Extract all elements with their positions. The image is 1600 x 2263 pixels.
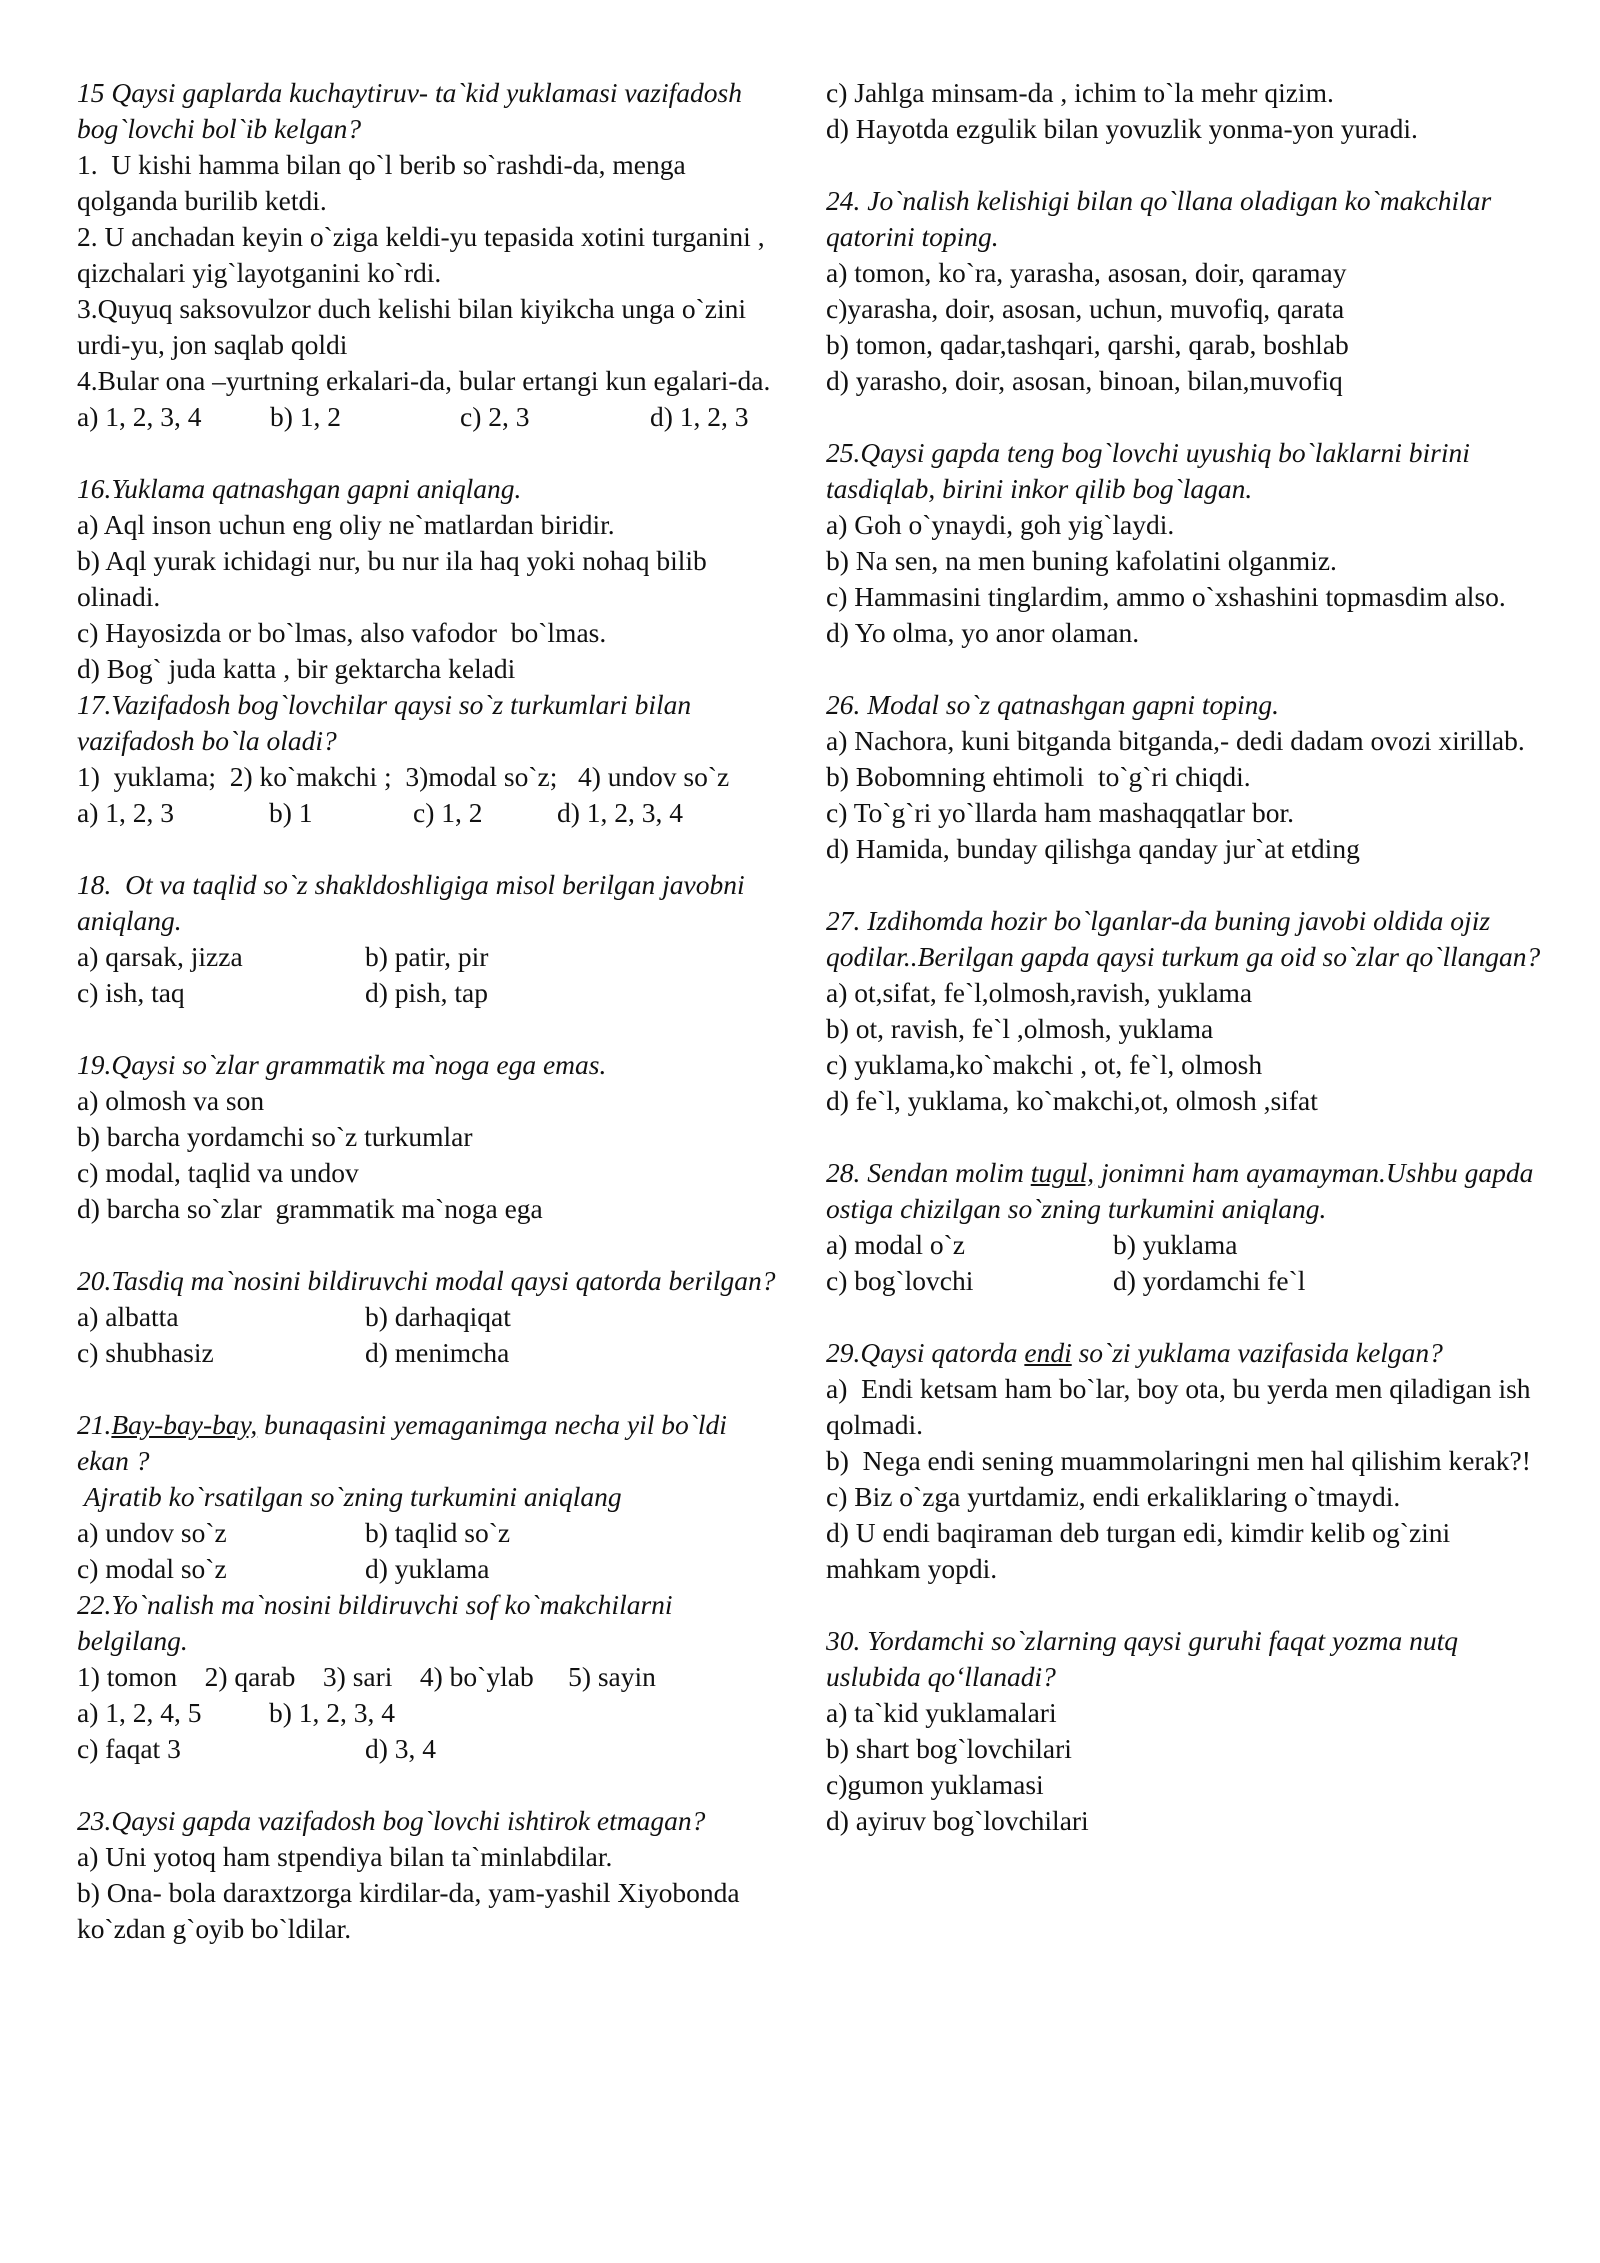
answer-option: a) Goh o`ynaydi, goh yig`laydi. — [826, 509, 1175, 540]
question-17 — [77, 687, 777, 831]
answer-option: d) Hamida, bunday qilishga qanday jur`at etding — [826, 833, 1360, 864]
underlined-word: endi — [1024, 1337, 1072, 1368]
answer-option: d) Bog` juda katta , bir gektarcha keladi — [77, 653, 516, 684]
answer-option: a) undov so`z — [77, 1517, 227, 1548]
answer-option: a) 1, 2, 3, 4 — [77, 401, 202, 432]
answer-option: d) Yo olma, yo anor olaman. — [826, 617, 1140, 648]
answer-option: c) To`g`ri yo`llarda ham mashaqqatlar bor. — [826, 797, 1294, 828]
question-21 — [77, 1407, 777, 1587]
answer-option: c) Hammasini tinglardim, ammo o`xshashini topmasdim also. — [826, 581, 1506, 612]
answer-option: d) Hayotda ezgulik bilan yovuzlik yonma-yon yuradi. — [826, 113, 1418, 144]
left-column — [77, 75, 777, 1947]
right-column — [826, 75, 1541, 1839]
question-18 — [77, 867, 777, 1011]
question-title: 16.Yuklama qatnashgan gapni aniqlang. — [77, 473, 522, 504]
answer-option: d) yuklama — [365, 1553, 490, 1584]
answer-option: b) ot, ravish, fe`l ,olmosh, yuklama — [826, 1013, 1214, 1044]
question-title: 18. Ot va taqlid so`z shakldoshligiga misol berilgan javobni aniqlang. — [77, 869, 752, 936]
underlined-word: Bay-bay-bay, — [111, 1409, 258, 1440]
answer-option: a) tomon, ko`ra, yarasha, asosan, doir, qaramay — [826, 257, 1347, 288]
answer-option: d) fe`l, yuklama, ko`makchi,ot, olmosh ,sifat — [826, 1085, 1318, 1116]
title-prefix: 29.Qaysi qatorda — [826, 1337, 1025, 1368]
statement: 2. U anchadan keyin o`ziga keldi-yu tepasida xotini turganini , qizchalari yig`layotganini ko`rdi. — [77, 221, 772, 288]
answer-option: b) 1 — [269, 797, 313, 828]
answer-row — [826, 1263, 1541, 1299]
answer-option: d) yarasho, doir, asosan, binoan, bilan,muvofiq — [826, 365, 1343, 396]
question-subtitle: Ajratib ko`rsatilgan so`zning turkumini aniqlang — [77, 1481, 622, 1512]
question-title: 24. Jo`nalish kelishigi bilan qo`llana oladigan ko`makchilar qatorini toping. — [826, 185, 1499, 252]
answer-option: b) 1, 2, 3, 4 — [269, 1697, 396, 1728]
answer-option: c)yarasha, doir, asosan, uchun, muvofiq, qarata — [826, 293, 1345, 324]
answer-option: c) Jahlga minsam-da , ichim to`la mehr qizim. — [826, 77, 1334, 108]
answer-option: a) ta`kid yuklamalari — [826, 1697, 1057, 1728]
question-28 — [826, 1155, 1541, 1299]
answer-option: b) Na sen, na men buning kafolatini olganmiz. — [826, 545, 1337, 576]
answer-option: b) shart bog`lovchilari — [826, 1733, 1072, 1764]
question-22 — [77, 1587, 777, 1767]
answer-option: b) taqlid so`z — [365, 1517, 511, 1548]
answer-option: a) Nachora, kuni bitganda bitganda,- dedi dadam ovozi xirillab. — [826, 725, 1525, 756]
title-rest: so`zi yuklama vazifasida kelgan? — [1071, 1337, 1443, 1368]
answer-row — [77, 939, 777, 975]
question-23-continued — [826, 75, 1541, 147]
question-23 — [77, 1803, 777, 1947]
answer-option: d) barcha so`zlar grammatik ma`noga ega — [77, 1193, 543, 1224]
statement: 1. U kishi hamma bilan qo`l berib so`rashdi-da, menga qolganda burilib ketdi. — [77, 149, 693, 216]
answer-row — [77, 1731, 777, 1767]
answer-option: c) 2, 3 — [460, 401, 530, 432]
answer-option: b) Bobomning ehtimoli to`g`ri chiqdi. — [826, 761, 1251, 792]
answer-row — [77, 1299, 777, 1335]
answer-option: a) Endi ketsam ham bo`lar, boy ota, bu yerda men qiladigan ish qolmadi. — [826, 1373, 1538, 1440]
answer-option: a) albatta — [77, 1301, 179, 1332]
answer-option: b) yuklama — [1113, 1229, 1238, 1260]
question-title: 26. Modal so`z qatnashgan gapni toping. — [826, 689, 1279, 720]
answer-option: a) olmosh va son — [77, 1085, 265, 1116]
question-title: 22.Yo`nalish ma`nosini bildiruvchi sof ko`makchilarni belgilang. — [77, 1589, 680, 1656]
answer-option: a) qarsak, jizza — [77, 941, 243, 972]
answer-option: c) modal so`z — [77, 1553, 227, 1584]
answer-option: b) patir, pir — [365, 941, 489, 972]
answer-option: d) 1, 2, 3 — [650, 401, 749, 432]
question-26 — [826, 687, 1541, 867]
answer-option: c) modal, taqlid va undov — [77, 1157, 359, 1188]
answer-option: b) barcha yordamchi so`z turkumlar — [77, 1121, 473, 1152]
statement: 1) tomon 2) qarab 3) sari 4) bo`ylab 5) sayin — [77, 1661, 656, 1692]
statement: 4.Bular ona –yurtning erkalari-da, bular ertangi kun egalari-da. — [77, 365, 771, 396]
answer-option: d) menimcha — [365, 1337, 510, 1368]
answer-row — [77, 1515, 777, 1551]
question-title: 23.Qaysi gapda vazifadosh bog`lovchi ishtirok etmagan? — [77, 1805, 706, 1836]
question-title: 17.Vazifadosh bog`lovchilar qaysi so`z turkumlari bilan vazifadosh bo`la oladi? — [77, 689, 699, 756]
answer-row — [77, 1695, 777, 1731]
question-15 — [77, 75, 777, 435]
answer-option: a) 1, 2, 4, 5 — [77, 1697, 202, 1728]
question-title: 15 Qaysi gaplarda kuchaytiruv- ta`kid yuklamasi vazifadosh bog`lovchi bol`ib kelgan? — [77, 77, 749, 144]
answer-option: c)gumon yuklamasi — [826, 1769, 1044, 1800]
question-title — [77, 1407, 777, 1479]
answer-option: c) shubhasiz — [77, 1337, 214, 1368]
answer-row — [77, 1335, 777, 1371]
answer-option: d) 1, 2, 3, 4 — [557, 797, 684, 828]
question-title: 30. Yordamchi so`zlarning qaysi guruhi faqat yozma nutq uslubida qo‘llanadi? — [826, 1625, 1465, 1692]
answer-row — [826, 1227, 1541, 1263]
question-title: 25.Qaysi gapda teng bog`lovchi uyushiq bo`laklarni birini tasdiqlab, birini inkor qilib bog`lagan. — [826, 437, 1477, 504]
answer-option: d) pish, tap — [365, 977, 488, 1008]
answer-row — [77, 975, 777, 1011]
question-title — [826, 1335, 1541, 1371]
answer-option: d) U endi baqiraman deb turgan edi, kimdir kelib og`zini mahkam yopdi. — [826, 1517, 1458, 1584]
answer-option: c) 1, 2 — [413, 797, 483, 828]
question-title: 20.Tasdiq ma`nosini bildiruvchi modal qaysi qatorda berilgan? — [77, 1265, 776, 1296]
answer-option: d) yordamchi fe`l — [1113, 1265, 1306, 1296]
question-30 — [826, 1623, 1541, 1839]
answer-option: a) ot,sifat, fe`l,olmosh,ravish, yuklama — [826, 977, 1253, 1008]
answer-option: b) darhaqiqat — [365, 1301, 511, 1332]
title-prefix: 28. Sendan molim — [826, 1157, 1031, 1188]
answer-option: b) Ona- bola daraxtzorga kirdilar-da, yam-yashil Xiyobonda ko`zdan g`oyib bo`ldilar. — [77, 1877, 747, 1944]
answer-option: b) 1, 2 — [270, 401, 342, 432]
question-27 — [826, 903, 1541, 1119]
title-prefix: 21. — [77, 1409, 112, 1440]
answer-option: d) ayiruv bog`lovchilari — [826, 1805, 1089, 1836]
answer-option: a) Uni yotoq ham stpendiya bilan ta`minlabdilar. — [77, 1841, 613, 1872]
answer-option: a) modal o`z — [826, 1229, 965, 1260]
answer-option: a) 1, 2, 3 — [77, 797, 174, 828]
answer-option: b) Nega endi sening muammolaringni men hal qilishim kerak?! — [826, 1445, 1531, 1476]
answer-option: b) tomon, qadar,tashqari, qarshi, qarab, boshlab — [826, 329, 1349, 360]
answer-option: c) bog`lovchi — [826, 1265, 974, 1296]
question-24 — [826, 183, 1541, 399]
answer-option: d) 3, 4 — [365, 1733, 437, 1764]
answer-option: a) Aql inson uchun eng oliy ne`matlardan biridir. — [77, 509, 615, 540]
answer-option: c) faqat 3 — [77, 1733, 181, 1764]
question-16 — [77, 471, 777, 687]
question-title: 27. Izdihomda hozir bo`lganlar-da buning javobi oldida ojiz qodilar..Berilgan gapda qaysi turkum ga oid so`zlar qo`llangan? — [826, 905, 1541, 972]
question-20 — [77, 1263, 777, 1371]
answer-option: b) Aql yurak ichidagi nur, bu nur ila haq yoki nohaq bilib olinadi. — [77, 545, 714, 612]
answer-row — [77, 1551, 777, 1587]
question-29 — [826, 1335, 1541, 1587]
title-rest: jonimni ham ayamayman.Ushbu gapda ostiga chizilgan so`zning turkumini aniqlang. — [826, 1157, 1541, 1224]
question-title — [826, 1155, 1541, 1227]
statement: 1) yuklama; 2) ko`makchi ; 3)modal so`z; 4) undov so`z — [77, 761, 730, 792]
question-25 — [826, 435, 1541, 651]
answer-option: c) yuklama,ko`makchi , ot, fe`l, olmosh — [826, 1049, 1263, 1080]
question-19 — [77, 1047, 777, 1227]
title-rest: bunaqasini yemaganimga necha yil bo`ldi ekan ? — [77, 1409, 734, 1476]
answer-row — [77, 399, 777, 435]
statement: 3.Quyuq saksovulzor duch kelishi bilan kiyikcha unga o`zini urdi-yu, jon saqlab qoldi — [77, 293, 753, 360]
answer-option: c) Hayosizda or bo`lmas, also vafodor bo`lmas. — [77, 617, 607, 648]
answer-option: c) ish, taq — [77, 977, 185, 1008]
answer-option: c) Biz o`zga yurtdamiz, endi erkaliklaring o`tmaydi. — [826, 1481, 1401, 1512]
question-title: 19.Qaysi so`zlar grammatik ma`noga ega emas. — [77, 1049, 607, 1080]
answer-row — [77, 795, 777, 831]
underlined-word: tugul, — [1030, 1157, 1095, 1188]
